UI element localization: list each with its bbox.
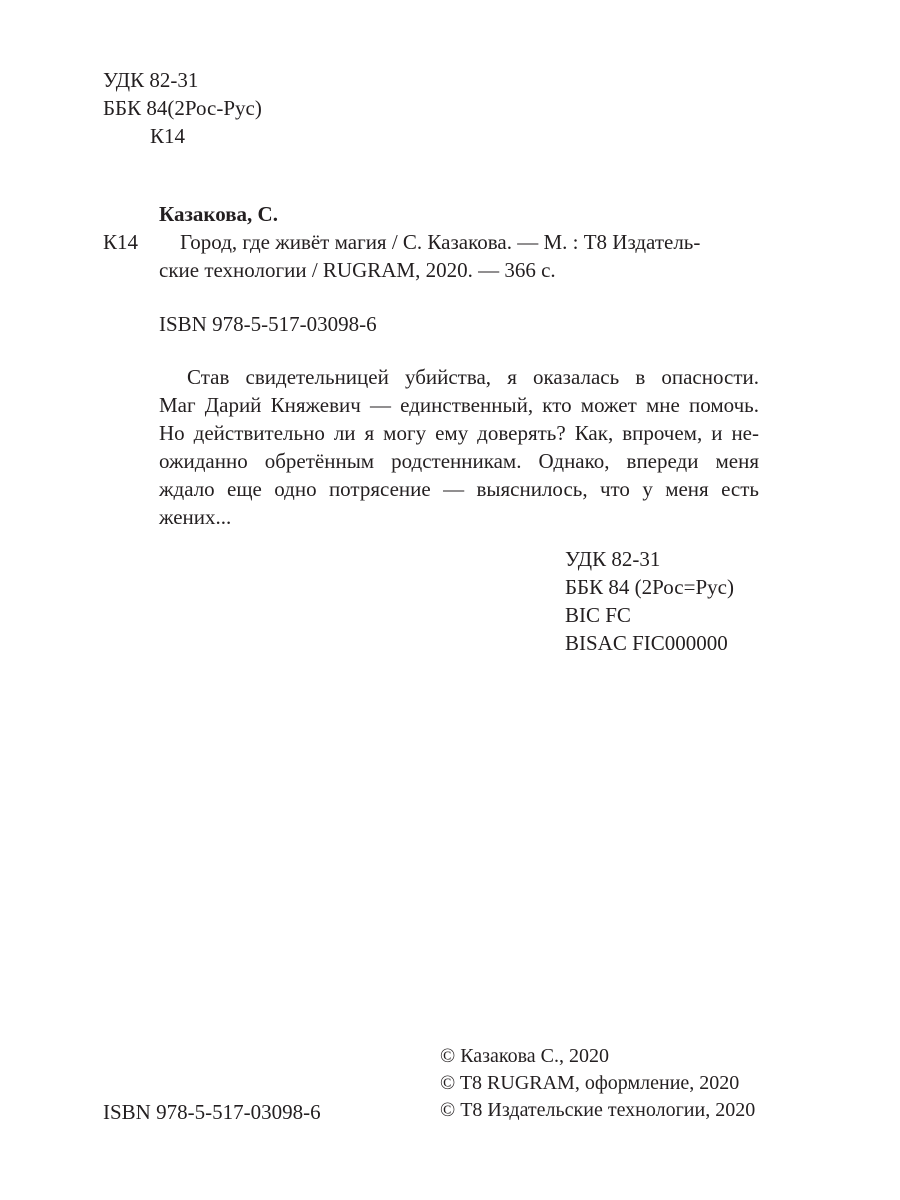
copyright-line: © T8 RUGRAM, оформление, 2020 xyxy=(440,1072,740,1094)
annotation-line: ожиданно обретённым родстенникам. Однако, впереди меня xyxy=(159,449,759,473)
classification-top xyxy=(103,66,262,150)
annotation-line: ждало еще одно потрясение — выяснилось, что у меня есть xyxy=(159,477,759,501)
bbk-code: ББК 84(2Рос-Рус) xyxy=(103,96,262,120)
annotation-line: Став свидетельницей убийства, я оказалась в опасности. xyxy=(187,365,759,389)
copyright-line: © Казакова С., 2020 xyxy=(440,1045,610,1067)
title-line-2: ские технологии / RUGRAM, 2020. — 366 с. xyxy=(159,258,556,282)
annotation xyxy=(159,363,759,531)
copyright-notices xyxy=(440,1043,755,1124)
bibliographic-record xyxy=(103,200,763,284)
annotation-line: Маг Дарий Княжевич — единственный, кто может мне помочь. xyxy=(159,393,759,417)
bisac-code: BISAC FIC000000 xyxy=(565,631,728,655)
classification-right xyxy=(565,545,734,657)
udk-code: УДК 82-31 xyxy=(565,547,661,571)
author-heading: Казакова, С. xyxy=(159,202,278,226)
bbk-code: ББК 84 (2Рос=Рус) xyxy=(565,575,734,599)
title-line-1 xyxy=(103,228,763,256)
bic-code: BIC FC xyxy=(565,603,631,627)
author-mark: К14 xyxy=(150,124,186,148)
author-mark-inline: К14 xyxy=(103,230,139,254)
copyright-line: © Т8 Издательские технологии, 2020 xyxy=(440,1099,756,1121)
annotation-line: жених... xyxy=(159,505,232,529)
annotation-line: Но действительно ли я могу ему доверять? Как, впрочем, и не- xyxy=(159,421,759,445)
title-text-1: Город, где живёт магия / С. Казакова. — М. : Т8 Издатель- xyxy=(180,230,701,254)
isbn-bottom: ISBN 978-5-517-03098-6 xyxy=(103,1100,321,1124)
isbn-top: ISBN 978-5-517-03098-6 xyxy=(159,312,377,336)
udk-code: УДК 82-31 xyxy=(103,68,199,92)
